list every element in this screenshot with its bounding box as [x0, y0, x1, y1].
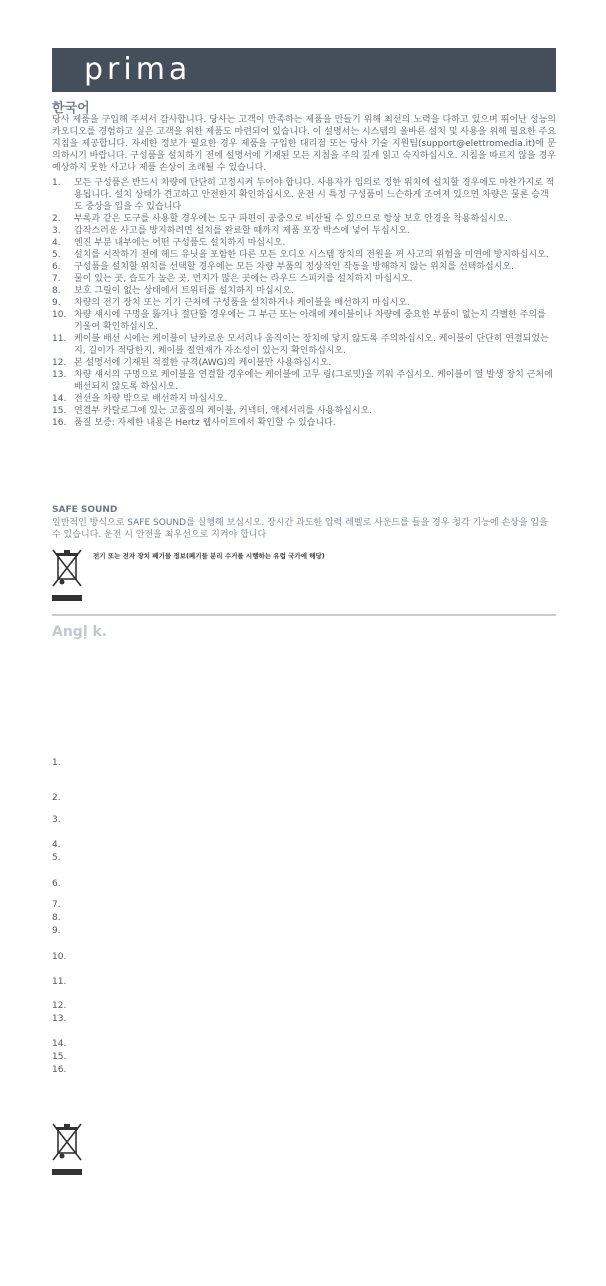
list-item-text: 갑작스러운 사고를 방지하려면 설치를 완료할 때까지 제품 포장 박스에 넣어 두십시오.	[74, 226, 410, 236]
list-item	[52, 417, 556, 429]
list-item-text: 품질 보증: 자세한 내용은 Hertz 웹사이트에서 확인할 수 있습니다.	[74, 418, 336, 428]
blank-list-number: 14.	[52, 1039, 67, 1049]
list-item	[52, 213, 556, 225]
section-title-second: Angļ k.	[52, 624, 108, 640]
list-item-number: 13.	[52, 370, 67, 380]
blank-list-number: 16.	[52, 1065, 67, 1075]
list-item-number: 16.	[52, 418, 67, 428]
list-item-text: 구성품을 설치할 위치를 선택할 경우에는 모든 차량 부품의 정상적인 작동을 방해하지 않는 위치를 선택하십시오.	[74, 262, 514, 272]
list-item	[52, 405, 556, 417]
list-item	[52, 285, 556, 297]
list-item	[52, 333, 556, 357]
intro-paragraph: 당사 제품을 구입해 주셔서 감사합니다. 당사는 고객이 만족하는 제품을 만들기 위해 최선의 노력을 다하고 있으며 뛰어난 성능의 카오디오를 경험하고 싶은 고객을 위한 제품도 마련되어 있습니다. 이 설명서는 시스템의 올바른 설치 및 사용을 위해 필요한 주요 지침을 제공합니다. 자세한 정보가 필요한 경우 제품을 구입한 대리점 또는 당사 기술 지원팀(support@elettromedia.it)에 문의하시기 바랍니다. 구성품을 설치하기 전에 설명서에 기재된 모든 지침을 주의 깊게 읽고 숙지하십시오. 지침을 따르지 않을 경우 예상하지 못한 사고나 제품 손상이 초래될 수 있습니다.	[52, 115, 556, 173]
blank-list-number: 3.	[52, 815, 61, 825]
list-item	[52, 393, 556, 405]
list-item-text: 설치를 시작하기 전에 헤드 유닛을 포함한 다른 모든 오디오 시스템 장치의 전원을 꺼 사고의 위험을 미연에 방지하십시오.	[74, 250, 549, 260]
blank-list-number: 8.	[52, 913, 61, 923]
list-item	[52, 357, 556, 369]
list-item-number: 6.	[52, 262, 61, 272]
blank-list-number: 11.	[52, 977, 67, 987]
blank-list-number: 4.	[52, 840, 61, 850]
list-item-text: 본 설명서에 기재된 적절한 규격(AWG)의 케이블만 사용하십시오.	[74, 358, 332, 368]
list-item-text: 부록과 같은 도구를 사용할 경우에는 도구 파편이 공중으로 비산될 수 있으므로 항상 보호 안경을 착용하십시오.	[74, 214, 509, 224]
list-item	[52, 225, 556, 237]
weee-bin-icon	[52, 548, 84, 601]
safe-sound-title: SAFE SOUND	[52, 505, 118, 515]
list-item-number: 10.	[52, 310, 67, 320]
list-item-text: 차량 섀시의 구멍으로 케이블을 연결할 경우에는 케이블에 고무 링(그로밋)을 끼워 주십시오. 케이블이 열 발생 장치 근처에 배선되지 않도록 하십시오.	[74, 370, 553, 392]
blank-list-number: 2.	[52, 793, 61, 803]
list-item-number: 9.	[52, 298, 61, 308]
list-item	[52, 237, 556, 249]
list-item-text: 전선을 차량 밖으로 배선하지 마십시오.	[74, 394, 228, 404]
list-item	[52, 273, 556, 285]
list-item	[52, 177, 556, 213]
blank-list-number: 5.	[52, 853, 61, 863]
blank-list-number: 6.	[52, 879, 61, 889]
weee-note: 전기 또는 전자 장치 폐기물 정보(폐기물 분리 수거를 시행하는 유럽 국가에 해당)	[93, 552, 325, 560]
list-item-number: 14.	[52, 394, 67, 404]
list-item	[52, 261, 556, 273]
list-item-text: 엔진 부분 내부에는 어떤 구성품도 설치하지 마십시오.	[74, 238, 286, 248]
list-item	[52, 309, 556, 333]
brand-logo: prima	[84, 52, 192, 87]
list-item-number: 11.	[52, 334, 67, 344]
weee-bin-icon	[52, 1122, 84, 1175]
list-item-number: 15.	[52, 406, 67, 416]
list-item-text: 차량의 전기 장치 또는 기기 근처에 구성품을 설치하거나 케이블을 배선하지 마십시오.	[74, 298, 410, 308]
instruction-list	[52, 177, 556, 429]
list-item-text: 물이 있는 곳, 습도가 높은 곳, 먼지가 많은 곳에는 라우드 스피커를 설치하지 마십시오.	[74, 274, 413, 284]
list-item-number: 8.	[52, 286, 61, 296]
list-item-number: 7.	[52, 274, 61, 284]
list-item-text: 보호 그릴이 없는 상태에서 트위터를 설치하지 마십시오.	[74, 286, 294, 296]
blank-list-number: 12.	[52, 1001, 67, 1011]
blank-list-number: 13.	[52, 1014, 67, 1024]
blank-list-number: 10.	[52, 952, 67, 962]
list-item	[52, 369, 556, 393]
list-item-number: 2.	[52, 214, 61, 224]
list-item-text: 연결부 카탈로그에 있는 고품질의 케이블, 커넥터, 액세서리를 사용하십시오.	[74, 406, 373, 416]
section-divider	[52, 614, 556, 616]
list-item-number: 1.	[52, 178, 61, 188]
list-item	[52, 249, 556, 261]
section-title-korean: 한국어	[52, 101, 90, 116]
list-item-number: 5.	[52, 250, 61, 260]
list-item-text: 모든 구성품은 반드시 차량에 단단히 고정시켜 두어야 합니다. 사용자가 임의로 정한 위치에 설치할 경우에도 마찬가지로 적용됩니다. 설치 상태가 견고하고 안전한지 확인하십시오. 운전 시 특정 구성품이 느슨하게 조여져 있으면 차량은 물론 승객도 중상을 입을 수 있습니다	[74, 178, 555, 212]
list-item-number: 3.	[52, 226, 61, 236]
list-item-number: 4.	[52, 238, 61, 248]
blank-list-number: 7.	[52, 900, 61, 910]
safe-sound-text: 일반적인 방식으로 SAFE SOUND를 실행해 보십시오. 장시간 과도한 압력 레벨로 사운드를 들을 경우 청각 기능에 손상을 입을 수 있습니다. 운전 시 안전을 최우선으로 지켜야 합니다	[52, 518, 548, 540]
list-item-text: 케이블 배선 시에는 케이블이 날카로운 모서리나 움직이는 장치에 닿지 않도록 주의하십시오. 케이블이 단단히 연결되었는지, 길이가 적당한지, 케이블 절연재가 자소성이 있는지 확인하십시오.	[74, 334, 549, 356]
blank-list-number: 9.	[52, 926, 61, 936]
list-item-text: 차량 섀시에 구멍을 뚫거나 절단할 경우에는 그 부근 또는 아래에 케이블이나 차량에 중요한 부품이 없는지 각별한 주의를 기울여 확인하십시오.	[74, 310, 546, 332]
blank-list-number: 15.	[52, 1052, 67, 1062]
blank-list-number: 1.	[52, 758, 61, 768]
list-item	[52, 297, 556, 309]
list-item-number: 12.	[52, 358, 67, 368]
header-bar	[52, 48, 556, 92]
